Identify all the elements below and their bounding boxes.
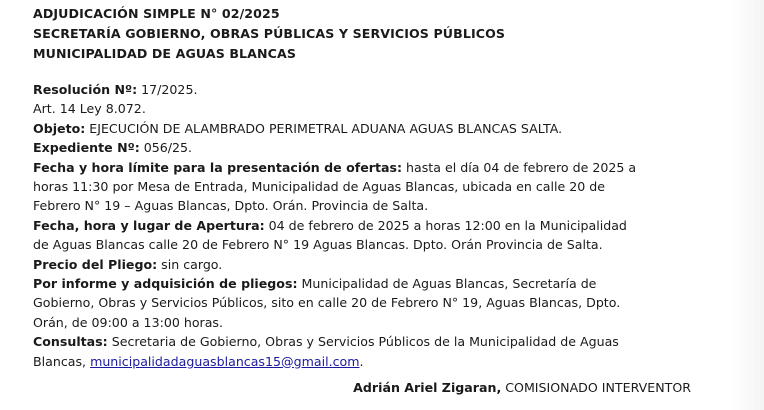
objeto-line — [33, 119, 693, 138]
municipalidad-title: MUNICIPALIDAD DE AGUAS BLANCAS — [33, 46, 297, 61]
informe-value: Municipalidad de Aguas Blancas, Secretaría de — [297, 276, 597, 292]
document-header — [33, 4, 505, 64]
page-edge-shadow — [730, 0, 764, 410]
apertura-label: Fecha, hora y lugar de Apertura: — [33, 217, 265, 233]
apertura-value: 04 de febrero de 2025 a horas 12:00 en la Municipalidad — [264, 217, 627, 233]
articulo-line: Art. 14 Ley 8.072. — [33, 101, 146, 117]
informe-line-1 — [33, 274, 693, 293]
apertura-line-2: de Aguas Blancas calle 20 de Febrero N° 19 Aguas Blancas. Dpto. Orán Provincia de Salta. — [33, 237, 603, 253]
consultas-label: Consultas: — [33, 334, 108, 350]
document-body — [33, 80, 693, 371]
fecha-limite-value: hasta el día 04 de febrero de 2025 a — [402, 159, 637, 175]
signature — [353, 378, 691, 398]
informe-line-2: Gobierno, Obras y Servicios Públicos, sito en calle 20 de Febrero N° 19, Aguas Blancas, Dpto. — [33, 295, 621, 311]
email-link[interactable]: municipalidadaguasblancas15@gmail.com — [90, 353, 360, 369]
adjudicacion-title: ADJUDICACIÓN SIMPLE N° 02/2025 — [33, 6, 280, 21]
objeto-value: EJECUCIÓN DE ALAMBRADO PERIMETRAL ADUANA AGUAS BLANCAS SALTA. — [85, 120, 563, 136]
precio-value: sin cargo. — [157, 256, 223, 272]
resolucion-value: 17/2025. — [137, 82, 198, 97]
secretaria-title: SECRETARÍA GOBIERNO, OBRAS PÚBLICAS Y SERVICIOS PÚBLICOS — [33, 26, 506, 41]
apertura-line-1 — [33, 216, 693, 235]
consultas-value: Secretaria de Gobierno, Obras y Servicios Públicos de la Municipalidad de Aguas — [107, 334, 619, 350]
consultas-prefix: Blancas, — [33, 353, 91, 369]
fecha-limite-line-1 — [33, 158, 693, 177]
consultas-line-1 — [33, 332, 693, 351]
expediente-line — [33, 138, 693, 157]
fecha-limite-line-3: Febrero N° 19 – Aguas Blancas, Dpto. Orán. Provincia de Salta. — [33, 198, 429, 214]
consultas-line-2 — [33, 352, 693, 371]
signature-title: COMISIONADO INTERVENTOR — [501, 380, 691, 395]
resolucion-label: Resolución Nº: — [33, 82, 138, 97]
informe-label: Por informe y adquisición de pliegos: — [33, 276, 298, 292]
expediente-value: 056/25. — [139, 140, 193, 156]
fecha-limite-line-2: horas 11:30 por Mesa de Entrada, Municipalidad de Aguas Blancas, ubicada en calle 20 de — [33, 179, 606, 195]
precio-line — [33, 255, 693, 274]
expediente-label: Expediente Nº: — [33, 140, 140, 156]
resolucion-line — [33, 80, 693, 99]
consultas-suffix: . — [359, 353, 364, 369]
signature-name: Adrián Ariel Zigaran, — [353, 380, 502, 395]
fecha-limite-label: Fecha y hora límite para la presentación de ofertas: — [33, 159, 403, 175]
precio-label: Precio del Pliego: — [33, 256, 158, 272]
objeto-label: Objeto: — [33, 120, 86, 136]
informe-line-3: Orán, de 09:00 a 13:00 horas. — [33, 314, 224, 330]
